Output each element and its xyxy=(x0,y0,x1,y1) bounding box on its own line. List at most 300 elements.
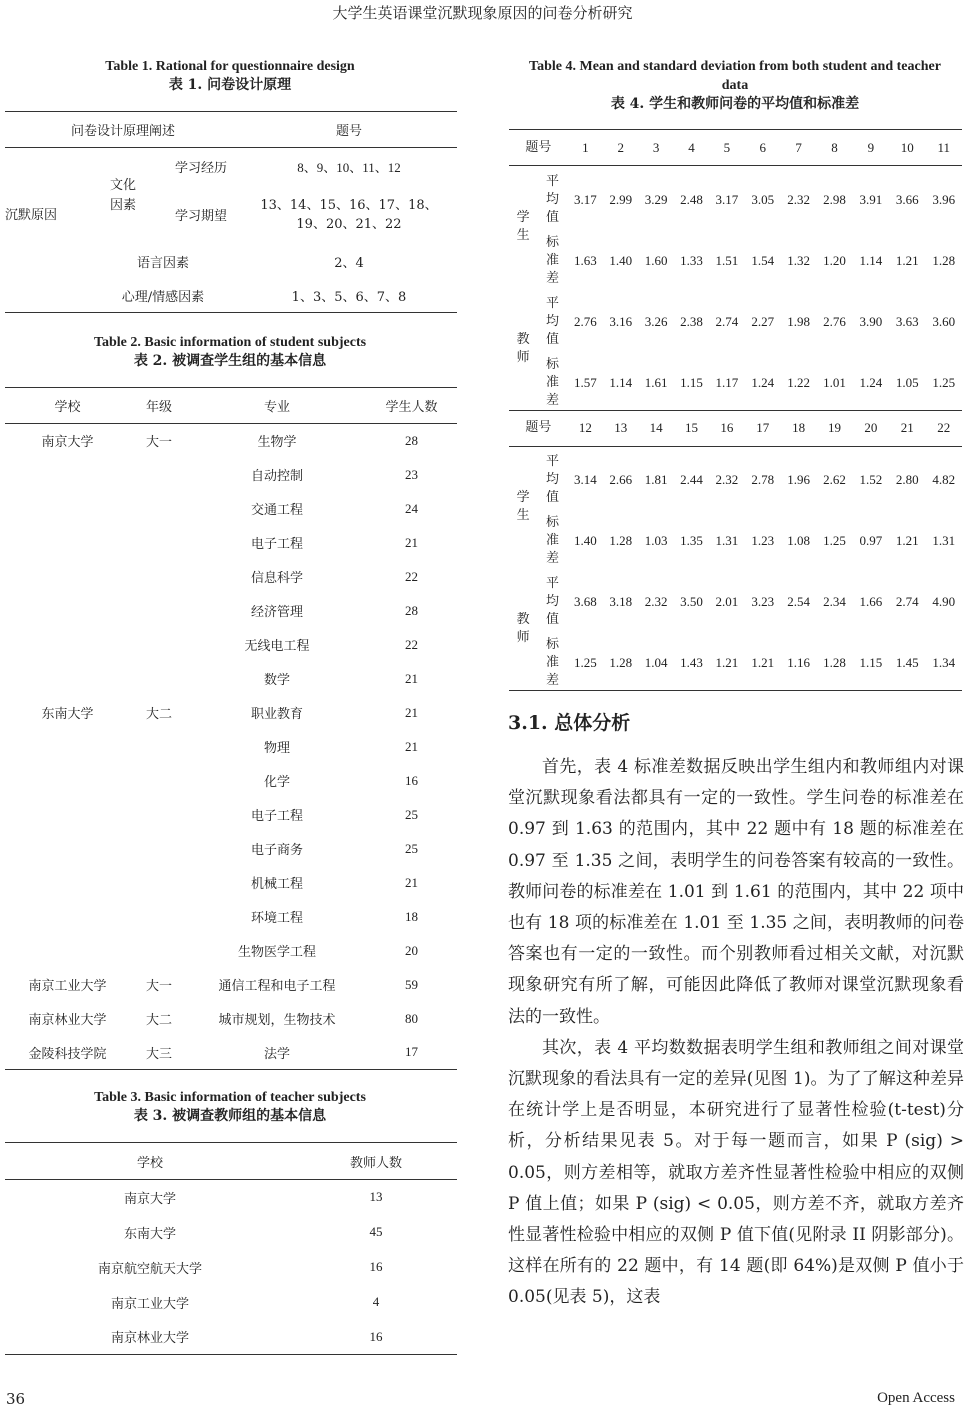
table2-cell-count: 22 xyxy=(405,568,418,584)
table4-cell: 1.31 xyxy=(932,533,956,548)
table4-header-item: 1 xyxy=(582,139,589,155)
table4-cell: 1.40 xyxy=(609,252,633,268)
table4-cell: 1.03 xyxy=(644,533,668,548)
table1-row-items: 1、3、5、6、7、8 xyxy=(291,289,407,305)
table4-cell: 2.32 xyxy=(787,191,810,207)
table4-group-teacher xyxy=(509,288,537,411)
table4-cell: 1.96 xyxy=(787,472,810,488)
table-row xyxy=(5,1036,457,1070)
table4-header-item: 13 xyxy=(614,420,628,435)
table4-cell: 3.05 xyxy=(751,191,775,207)
table4-stat-mean xyxy=(537,166,567,234)
table-row xyxy=(5,594,457,628)
table2-cell-school: 南京大学 xyxy=(41,435,94,451)
table2-cell-grade xyxy=(130,458,188,492)
table2-cell-grade xyxy=(130,492,188,526)
table2-cell-major: 生物医学工程 xyxy=(237,945,316,960)
table-row xyxy=(5,696,457,730)
table-row xyxy=(5,1180,457,1215)
table-row xyxy=(5,866,457,900)
table2-cell-count: 80 xyxy=(405,1010,418,1026)
table1-category: 沉默原因 xyxy=(5,207,58,223)
table4-header-item: 14 xyxy=(649,420,663,435)
table2-cell-count: 21 xyxy=(405,874,418,890)
table4-header-row xyxy=(509,410,962,446)
table2-cell-grade xyxy=(130,764,188,798)
table4-cell: 3.60 xyxy=(932,313,956,329)
table2-cell-grade xyxy=(130,866,188,900)
table2-cell-grade: 大一 xyxy=(145,979,172,994)
table4-student-mean-row xyxy=(509,446,962,514)
table4-caption xyxy=(505,57,965,114)
table4-cell: 1.08 xyxy=(787,533,810,548)
table2-cell-grade: 大二 xyxy=(145,707,172,722)
running-header: 大学生英语课堂沉默现象原因的问卷分析研究 xyxy=(332,4,633,22)
table4-teacher-mean-row xyxy=(509,288,962,356)
table2-cell-major: 生物学 xyxy=(257,435,297,451)
paragraph: 首先，表 4 标准差数据反映出学生组内和教师组内对课堂沉默现象看法都具有一定的一致性。学生问卷的标准差在 0.97 到 1.63 的范围内，其中 22 题中有 18 题的标准差在 0.97 至 1.35 之间，表明学生的问卷答案有较高的一致性。教师问卷的标准差在 1.01 到 1.61 的范围内，其中 22 项中也有 18 项的标准差在 1.01 至 1.35 之间，表明教师的问卷答案也有一定的一致性。而个别教师看过相关文献，对沉默现象研究有所了解，可能因此降低了教师对课堂沉默现象看法的一致性。 xyxy=(508,757,964,1027)
table2-cell-school xyxy=(5,594,130,628)
table2-cell-school xyxy=(5,900,130,934)
table3-cell-count: 16 xyxy=(369,1259,383,1274)
table4-cell: 2.38 xyxy=(680,313,703,329)
table4-stat-label: 标准差 xyxy=(545,515,559,566)
table4-group-student xyxy=(509,446,537,568)
table2-cell-count: 23 xyxy=(405,466,418,482)
table4-header-item-label: 题号 xyxy=(525,420,552,435)
table4-header-item: 5 xyxy=(723,139,731,155)
table4-cell: 4.82 xyxy=(932,472,956,488)
table2-cell-grade xyxy=(130,900,188,934)
body-text xyxy=(508,752,964,1314)
table2-cell-school: 金陵科技学院 xyxy=(28,1046,107,1062)
table3-cell-school: 南京林业大学 xyxy=(110,1331,189,1347)
table2-header-grade: 年级 xyxy=(145,400,172,415)
table1-row-items: 2、4 xyxy=(334,256,364,271)
table4-cell: 1.43 xyxy=(680,655,703,670)
table2-cell-major: 电子商务 xyxy=(250,843,303,858)
table4-cell: 3.26 xyxy=(644,313,668,329)
table2-cell-major: 城市规划，生物技术 xyxy=(218,1013,336,1028)
table4-teacher-sd-row xyxy=(509,636,962,691)
table2-cell-count: 59 xyxy=(405,976,418,992)
table4-cell: 2.80 xyxy=(895,472,919,488)
table1-row-items xyxy=(241,185,457,245)
table4-header-item: 10 xyxy=(900,139,914,155)
table2-cell-school: 南京工业大学 xyxy=(28,979,107,994)
table3-cell-school: 东南大学 xyxy=(123,1226,176,1242)
table2-cell-major: 环境工程 xyxy=(250,911,303,926)
table-row xyxy=(5,628,457,662)
table4-header-item: 16 xyxy=(720,420,734,435)
table4-cell: 1.45 xyxy=(895,655,919,670)
table4-stat-sd xyxy=(537,636,567,691)
table4-cell: 2.99 xyxy=(609,191,633,207)
table2-cell-school xyxy=(5,832,130,866)
table1-subcategory-text: 文化因素 xyxy=(109,178,136,214)
table4-cell: 1.17 xyxy=(715,374,739,390)
table2-cell-school xyxy=(5,934,130,968)
table4-cell: 1.24 xyxy=(859,374,883,390)
table4-cell: 2.78 xyxy=(751,472,775,488)
table2-header-count: 学生人数 xyxy=(385,400,438,415)
table4-group-label: 学生 xyxy=(516,209,530,243)
table4-header-item: 18 xyxy=(792,420,806,435)
table4-teacher-mean-row xyxy=(509,568,962,636)
table2-caption-en: Table 2. Basic information of student subjects xyxy=(93,335,367,350)
table4-cell: 1.57 xyxy=(573,374,597,390)
table-row xyxy=(5,662,457,696)
table4-header-item-label: 题号 xyxy=(525,139,552,155)
table4-cell: 1.34 xyxy=(932,655,956,670)
table4-student-sd-row xyxy=(509,234,962,288)
table-row xyxy=(5,492,457,526)
table2-cell-major: 无线电工程 xyxy=(244,639,310,654)
table2-cell-grade xyxy=(130,560,188,594)
table2-cell-major: 通信工程和电子工程 xyxy=(218,979,336,994)
table4-stat-mean xyxy=(537,446,567,514)
table4-stat-label: 标准差 xyxy=(545,356,559,408)
table3-cell-count: 16 xyxy=(369,1328,383,1344)
table4-cell: 2.54 xyxy=(787,594,810,609)
table2-cell-school xyxy=(5,560,130,594)
table4-header-item: 7 xyxy=(795,139,802,155)
table2-cell-grade xyxy=(130,730,188,764)
table2-cell-school xyxy=(5,866,130,900)
table2-cell-major: 经济管理 xyxy=(250,605,303,620)
table1-caption-cn: 表 1. 问卷设计原理 xyxy=(168,77,292,93)
table1-row-label: 心理/情感因素 xyxy=(121,289,205,305)
page-number: 36 xyxy=(6,1390,26,1408)
table4-cell: 1.32 xyxy=(787,252,810,268)
table4-cell: 1.52 xyxy=(859,472,883,488)
table4-cell: 2.01 xyxy=(715,594,739,609)
table-row xyxy=(5,798,457,832)
table4-header-item: 6 xyxy=(759,139,766,155)
table4-stat-mean xyxy=(537,288,567,356)
table4-cell: 3.18 xyxy=(609,594,633,609)
table4-cell: 2.27 xyxy=(751,313,775,329)
table4-cell: 1.51 xyxy=(715,252,739,268)
table4-header-item: 22 xyxy=(937,420,951,435)
table2-cell-major: 自动控制 xyxy=(250,469,303,484)
table2-cell-count: 28 xyxy=(405,602,418,618)
table2-cell-grade xyxy=(130,628,188,662)
table4-header-item: 21 xyxy=(900,420,914,435)
table4-header-item: 9 xyxy=(867,139,875,155)
table4-cell: 2.74 xyxy=(715,313,739,329)
table4-teacher-sd-row xyxy=(509,356,962,411)
table2-cell-count: 21 xyxy=(405,738,418,754)
table1-row-label: 学习期望 xyxy=(174,209,227,224)
table2-cell-school xyxy=(5,628,130,662)
table4-cell: 3.17 xyxy=(573,191,597,207)
table3-cell-count: 45 xyxy=(369,1224,383,1239)
table4-cell: 1.28 xyxy=(609,533,633,548)
table4-cell: 1.33 xyxy=(680,252,703,268)
table3-caption xyxy=(0,1088,460,1126)
table4-stat-mean xyxy=(537,568,567,636)
table4-cell: 3.96 xyxy=(932,191,956,207)
table-row xyxy=(5,832,457,866)
table4-cell: 1.25 xyxy=(573,655,597,670)
table-row xyxy=(5,934,457,968)
table4-stat-sd xyxy=(537,514,567,568)
table4-cell: 2.66 xyxy=(609,472,633,488)
table4-cell: 1.25 xyxy=(823,533,846,548)
table4-cell: 3.68 xyxy=(573,594,597,609)
table4-header-item: 4 xyxy=(688,139,695,155)
table4-header-item: 2 xyxy=(617,139,624,155)
table-row xyxy=(5,1215,457,1250)
table4-cell: 1.98 xyxy=(787,313,810,329)
table4-cell: 1.40 xyxy=(573,533,597,548)
table3-header-count: 教师人数 xyxy=(349,1155,402,1171)
table3 xyxy=(5,1142,457,1355)
table2-cell-school xyxy=(5,492,130,526)
table4-group-label: 学生 xyxy=(516,490,530,524)
table2-cell-grade xyxy=(130,594,188,628)
table4-cell: 3.91 xyxy=(859,191,883,207)
table2-cell-major: 机械工程 xyxy=(250,877,303,892)
table-row xyxy=(5,424,457,458)
table4-cell: 3.16 xyxy=(609,313,633,329)
section-title: 3.1. 总体分析 xyxy=(508,712,631,734)
table4-cell: 1.25 xyxy=(932,374,956,390)
table2-caption-cn: 表 2. 被调查学生组的基本信息 xyxy=(133,353,327,369)
table4-cell: 1.81 xyxy=(644,472,668,488)
table4-header-item: 12 xyxy=(578,420,592,435)
table2-cell-grade xyxy=(130,662,188,696)
table4-header-item: 11 xyxy=(937,139,950,155)
table4-cell: 1.01 xyxy=(823,374,846,390)
table4-stat-label: 平均值 xyxy=(545,576,559,627)
table4-cell: 1.14 xyxy=(609,374,633,390)
table3-cell-school: 南京大学 xyxy=(123,1191,176,1207)
table2-cell-school xyxy=(5,526,130,560)
table1-subcategory xyxy=(85,148,161,245)
table1-row-label: 语言因素 xyxy=(136,256,189,271)
table4-cell: 2.32 xyxy=(644,594,668,609)
table-row xyxy=(5,560,457,594)
table4-cell: 3.14 xyxy=(573,472,597,488)
table4-group-label: 教师 xyxy=(516,612,530,645)
table2-cell-grade: 大三 xyxy=(145,1046,172,1062)
table-row xyxy=(5,526,457,560)
table3-cell-count: 13 xyxy=(369,1189,383,1205)
table4-cell: 2.76 xyxy=(823,313,846,329)
table2-cell-count: 20 xyxy=(405,942,418,958)
table2-cell-count: 18 xyxy=(405,908,418,924)
table4-cell: 1.14 xyxy=(859,252,883,268)
table1-caption-en: Table 1. Rational for questionnaire design xyxy=(105,59,355,74)
table1-row-items: 8、9、10、11、12 xyxy=(297,159,401,175)
table2-cell-count: 25 xyxy=(405,840,418,856)
table4-student-sd-row xyxy=(509,514,962,568)
table2-cell-count: 21 xyxy=(405,534,418,550)
table1-header-items: 题号 xyxy=(335,124,362,139)
table4-cell: 1.60 xyxy=(644,252,668,268)
table4-cell: 3.17 xyxy=(715,191,739,207)
table4-cell: 1.31 xyxy=(715,533,739,548)
table2-header-school: 学校 xyxy=(54,400,81,415)
table4-cell: 1.35 xyxy=(680,533,703,548)
table2-cell-count: 17 xyxy=(405,1044,418,1060)
table4-stat-label: 平均值 xyxy=(545,454,559,506)
table4-cell: 1.28 xyxy=(932,252,956,268)
table2-caption xyxy=(0,333,460,371)
table2-cell-grade xyxy=(130,832,188,866)
table2-cell-count: 28 xyxy=(405,432,418,448)
table4-stat-sd xyxy=(537,356,567,411)
table4-stat-label: 标准差 xyxy=(545,637,559,688)
table2-cell-school xyxy=(5,798,130,832)
table-row xyxy=(5,1250,457,1285)
table4-student-mean-row xyxy=(509,166,962,234)
table2-cell-count: 16 xyxy=(405,772,418,788)
table3-caption-en: Table 3. Basic information of teacher subjects xyxy=(94,1090,366,1105)
table4-header-item: 19 xyxy=(827,420,841,435)
table4-cell: 4.90 xyxy=(932,594,956,609)
table2-cell-count: 24 xyxy=(405,500,418,516)
table4-stat-label: 平均值 xyxy=(545,173,559,225)
table2-cell-major: 交通工程 xyxy=(250,503,303,518)
table4-cell: 1.63 xyxy=(573,252,597,268)
table2-cell-major: 化学 xyxy=(263,775,290,790)
table4-group-student xyxy=(509,166,537,288)
table3-caption-cn: 表 3. 被调查教师组的基本信息 xyxy=(133,1108,327,1124)
table4-cell: 1.05 xyxy=(895,374,919,390)
table4-cell: 0.97 xyxy=(859,533,883,548)
table4-cell: 3.66 xyxy=(895,191,919,207)
table2-cell-grade xyxy=(130,526,188,560)
table2-cell-major: 信息科学 xyxy=(250,571,303,586)
table4-stat-label: 标准差 xyxy=(545,234,559,286)
table4-cell: 1.66 xyxy=(859,594,883,609)
table4-cell: 1.28 xyxy=(823,655,846,670)
table-row xyxy=(5,1285,457,1320)
table4-header-item: 15 xyxy=(684,420,698,435)
table4-header-item: 17 xyxy=(756,420,770,435)
table1-caption xyxy=(0,57,460,95)
table2-cell-grade xyxy=(130,798,188,832)
table-row xyxy=(5,458,457,492)
table4-cell: 3.50 xyxy=(680,594,703,609)
table4-header-item: 8 xyxy=(831,139,838,155)
table2-cell-major: 物理 xyxy=(263,741,290,756)
table2-cell-count: 25 xyxy=(405,806,418,822)
table2-cell-major: 职业教育 xyxy=(250,707,303,722)
table2-cell-grade xyxy=(130,934,188,968)
table4-cell: 2.44 xyxy=(680,472,703,488)
table4-cell: 1.54 xyxy=(751,252,775,268)
table2-cell-count: 21 xyxy=(405,670,418,686)
table4-cell: 2.32 xyxy=(715,472,739,488)
table-row xyxy=(5,900,457,934)
table4-header-item: 3 xyxy=(652,139,660,155)
table3-cell-school: 南京工业大学 xyxy=(110,1296,189,1312)
table4-caption-en-text: Table 4. Mean and standard deviation from both student and teacher data xyxy=(529,59,941,93)
table4-stat-sd xyxy=(537,234,567,288)
table4-cell: 2.76 xyxy=(573,313,597,329)
table4-cell: 1.04 xyxy=(644,655,668,670)
table4-cell: 1.61 xyxy=(644,374,668,390)
table4-caption-en xyxy=(505,57,965,95)
table2-cell-count: 22 xyxy=(405,636,418,652)
table-row xyxy=(5,730,457,764)
table2-cell-major: 电子工程 xyxy=(250,809,303,824)
table-row xyxy=(5,1320,457,1355)
table4-cell: 2.74 xyxy=(895,594,919,609)
table4 xyxy=(509,129,962,691)
table4-cell: 1.21 xyxy=(895,252,919,268)
table-row xyxy=(5,1002,457,1036)
table2-cell-school xyxy=(5,458,130,492)
table4-cell: 2.62 xyxy=(823,472,846,488)
table4-cell: 1.24 xyxy=(751,374,775,390)
table2-cell-school xyxy=(5,764,130,798)
table1-row-items-text: 13、14、15、16、17、18、19、20、21、22 xyxy=(260,197,438,232)
table2-cell-major: 电子工程 xyxy=(250,537,303,552)
table1-row-label: 学习经历 xyxy=(174,160,227,176)
table4-cell: 2.48 xyxy=(680,191,703,207)
table4-cell: 1.23 xyxy=(751,533,775,548)
table4-header-item: 20 xyxy=(864,420,878,435)
paragraph: 其次，表 4 平均数数据表明学生组和教师组之间对课堂沉默现象的看法具有一定的差异(见图 1)。为了了解这种差异在统计学上是否明显，本研究进行了显著性检验(t-test)分析，分析结果见表 5。对于每一题而言，如果 P (sig) > 0.05，则方差相等，就取方差齐性显著性检验中相应的双侧 P 值上值；如果 P (sig) < 0.05，则方差不齐，就取方差齐性显著性检验中相应的双侧 P 值下值(见附录 II 阴影部分)。这样在所有的 22 题中，有 14 题(即 64%)是双侧 P 值小于 0.05(见表 5)，这表 xyxy=(508,1037,964,1308)
table-row xyxy=(5,968,457,1002)
table2-cell-school: 南京林业大学 xyxy=(28,1013,107,1028)
table4-cell: 3.23 xyxy=(751,594,775,609)
table4-cell: 1.20 xyxy=(823,252,846,268)
table4-cell: 1.22 xyxy=(787,374,810,390)
table4-cell: 1.16 xyxy=(787,655,810,670)
table4-header-row xyxy=(509,130,962,166)
table4-group-teacher xyxy=(509,568,537,691)
table2-header-major: 专业 xyxy=(263,400,290,415)
table4-cell: 1.21 xyxy=(895,533,919,548)
table2-cell-grade: 大二 xyxy=(145,1013,172,1028)
table4-cell: 1.15 xyxy=(680,374,703,390)
table4-cell: 1.28 xyxy=(609,655,633,670)
table2-cell-major: 法学 xyxy=(263,1046,290,1062)
table2-cell-major: 数学 xyxy=(263,673,290,688)
table1-header-design: 问卷设计原理阐述 xyxy=(70,124,175,139)
table4-cell: 2.34 xyxy=(823,594,846,609)
table2-cell-school: 东南大学 xyxy=(41,707,94,722)
table2-cell-count: 21 xyxy=(405,704,418,720)
table4-cell: 3.29 xyxy=(644,191,668,207)
table3-cell-count: 4 xyxy=(372,1294,380,1309)
table4-group-label: 教师 xyxy=(516,331,530,365)
table1 xyxy=(5,111,457,313)
table3-cell-school: 南京航空航天大学 xyxy=(97,1261,202,1277)
table-row xyxy=(5,764,457,798)
table4-caption-cn: 表 4. 学生和教师问卷的平均值和标准差 xyxy=(610,96,860,112)
publisher: Open Access xyxy=(877,1390,955,1406)
table2-cell-grade: 大一 xyxy=(145,435,172,451)
table2-cell-school xyxy=(5,662,130,696)
table4-cell: 1.21 xyxy=(715,655,739,670)
table4-cell: 3.63 xyxy=(895,313,919,329)
table4-cell: 3.90 xyxy=(859,313,883,329)
table4-stat-label: 平均值 xyxy=(545,295,559,347)
table4-cell: 1.21 xyxy=(751,655,775,670)
table2-cell-school xyxy=(5,730,130,764)
table4-cell: 2.98 xyxy=(823,191,846,207)
table3-header-school: 学校 xyxy=(136,1155,163,1171)
table4-cell: 1.15 xyxy=(859,655,883,670)
table2 xyxy=(5,387,457,1070)
